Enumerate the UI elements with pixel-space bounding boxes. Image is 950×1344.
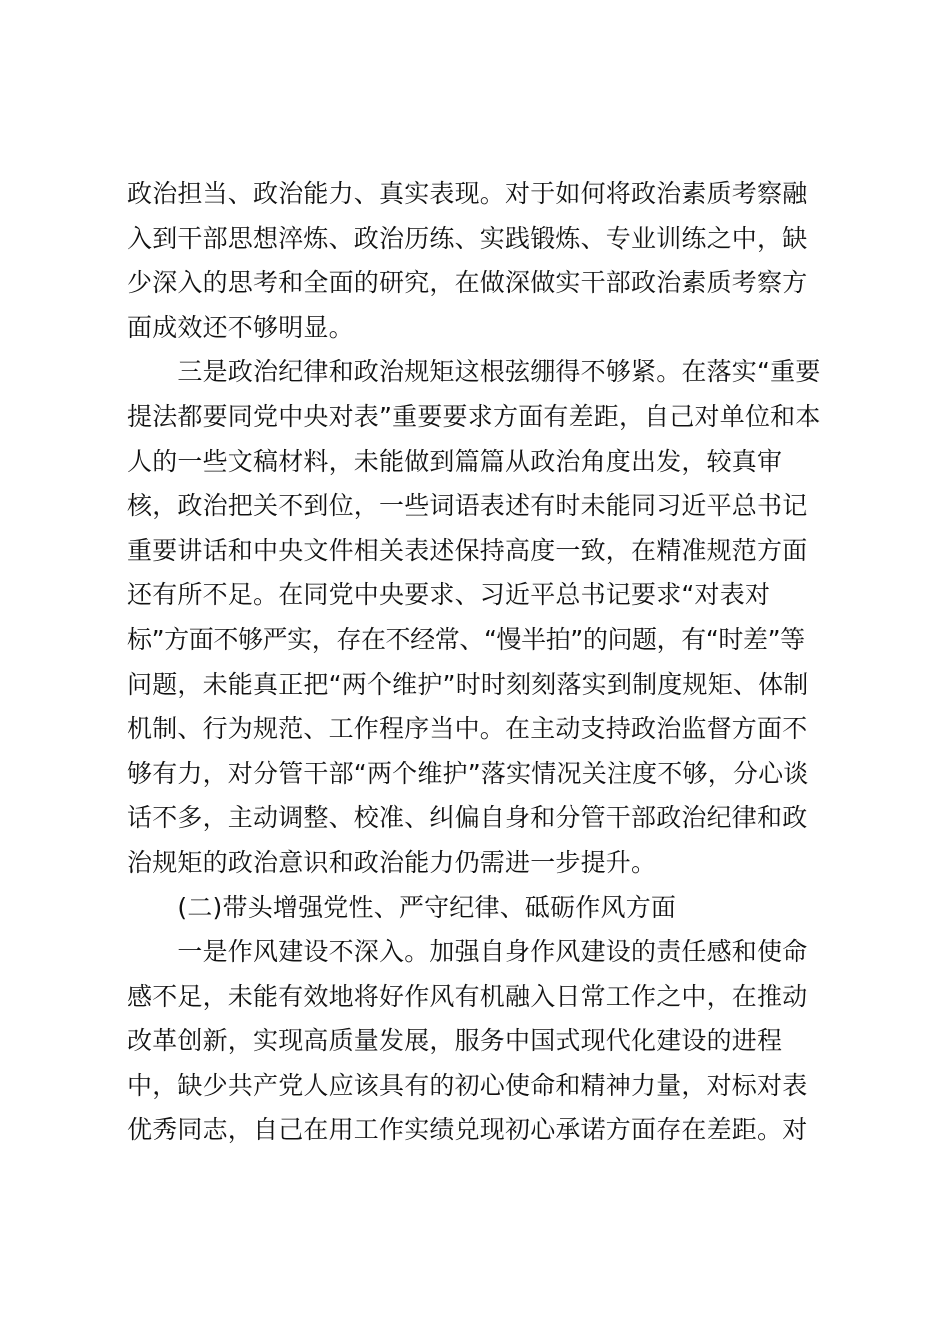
text-line: 治规矩的政治意识和政治能力仍需进一步提升。 [127,847,657,877]
text-line: 还有所不足。在同党中央要求、习近平总书记要求“对表对 [127,580,771,610]
text-line: 够有力，对分管干部“两个维护”落实情况关注度不够，分心谈 [127,758,809,788]
text-line: 面成效还不够明显。 [127,312,354,342]
text-line: 入到干部思想淬炼、政治历练、实践锻炼、专业训练之中，缺 [127,223,808,253]
text-line: 问题，未能真正把“两个维护”时时刻刻落实到制度规矩、体制 [127,669,809,699]
text-line: 中，缺少共产党人应该具有的初心使命和精神力量，对标对表 [127,1070,808,1100]
text-line: 机制、行为规范、工作程序当中。在主动支持政治监督方面不 [127,714,808,744]
text-line: 话不多，主动调整、校准、纠偏自身和分管干部政治纪律和政 [127,803,808,833]
text-line: 少深入的思考和全面的研究，在做深做实干部政治素质考察方 [127,268,808,298]
text-line: 一是作风建设不深入。加强自身作风建设的责任感和使命 [127,937,808,967]
text-line: 三是政治纪律和政治规矩这根弦绷得不够紧。在落实“重要 [127,357,821,387]
text-line: 人的一些文稿材料，未能做到篇篇从政治角度出发，较真审 [127,446,783,476]
text-line: 核，政治把关不到位，一些词语表述有时未能同习近平总书记 [127,491,808,521]
text-line: 重要讲话和中央文件相关表述保持高度一致，在精准规范方面 [127,535,808,565]
text-line: 优秀同志，自己在用工作实绩兑现初心承诺方面存在差距。对 [127,1115,808,1145]
text-line: 政治担当、政治能力、真实表现。对于如何将政治素质考察融 [127,179,808,208]
text-line: 标”方面不够严实，存在不经常、“慢半拍”的问题，有“时差”等 [127,624,805,654]
text-line: 感不足，未能有效地将好作风有机融入日常工作之中，在推动 [127,981,808,1011]
text-line: 提法都要同党中央对表”重要要求方面有差距，自己对单位和本 [127,401,821,431]
text-line: 改革创新，实现高质量发展，服务中国式现代化建设的进程 [127,1026,783,1056]
section-heading: (二)带头增强党性、严守纪律、砥砺作风方面 [127,892,677,922]
document-body [127,172,837,1153]
